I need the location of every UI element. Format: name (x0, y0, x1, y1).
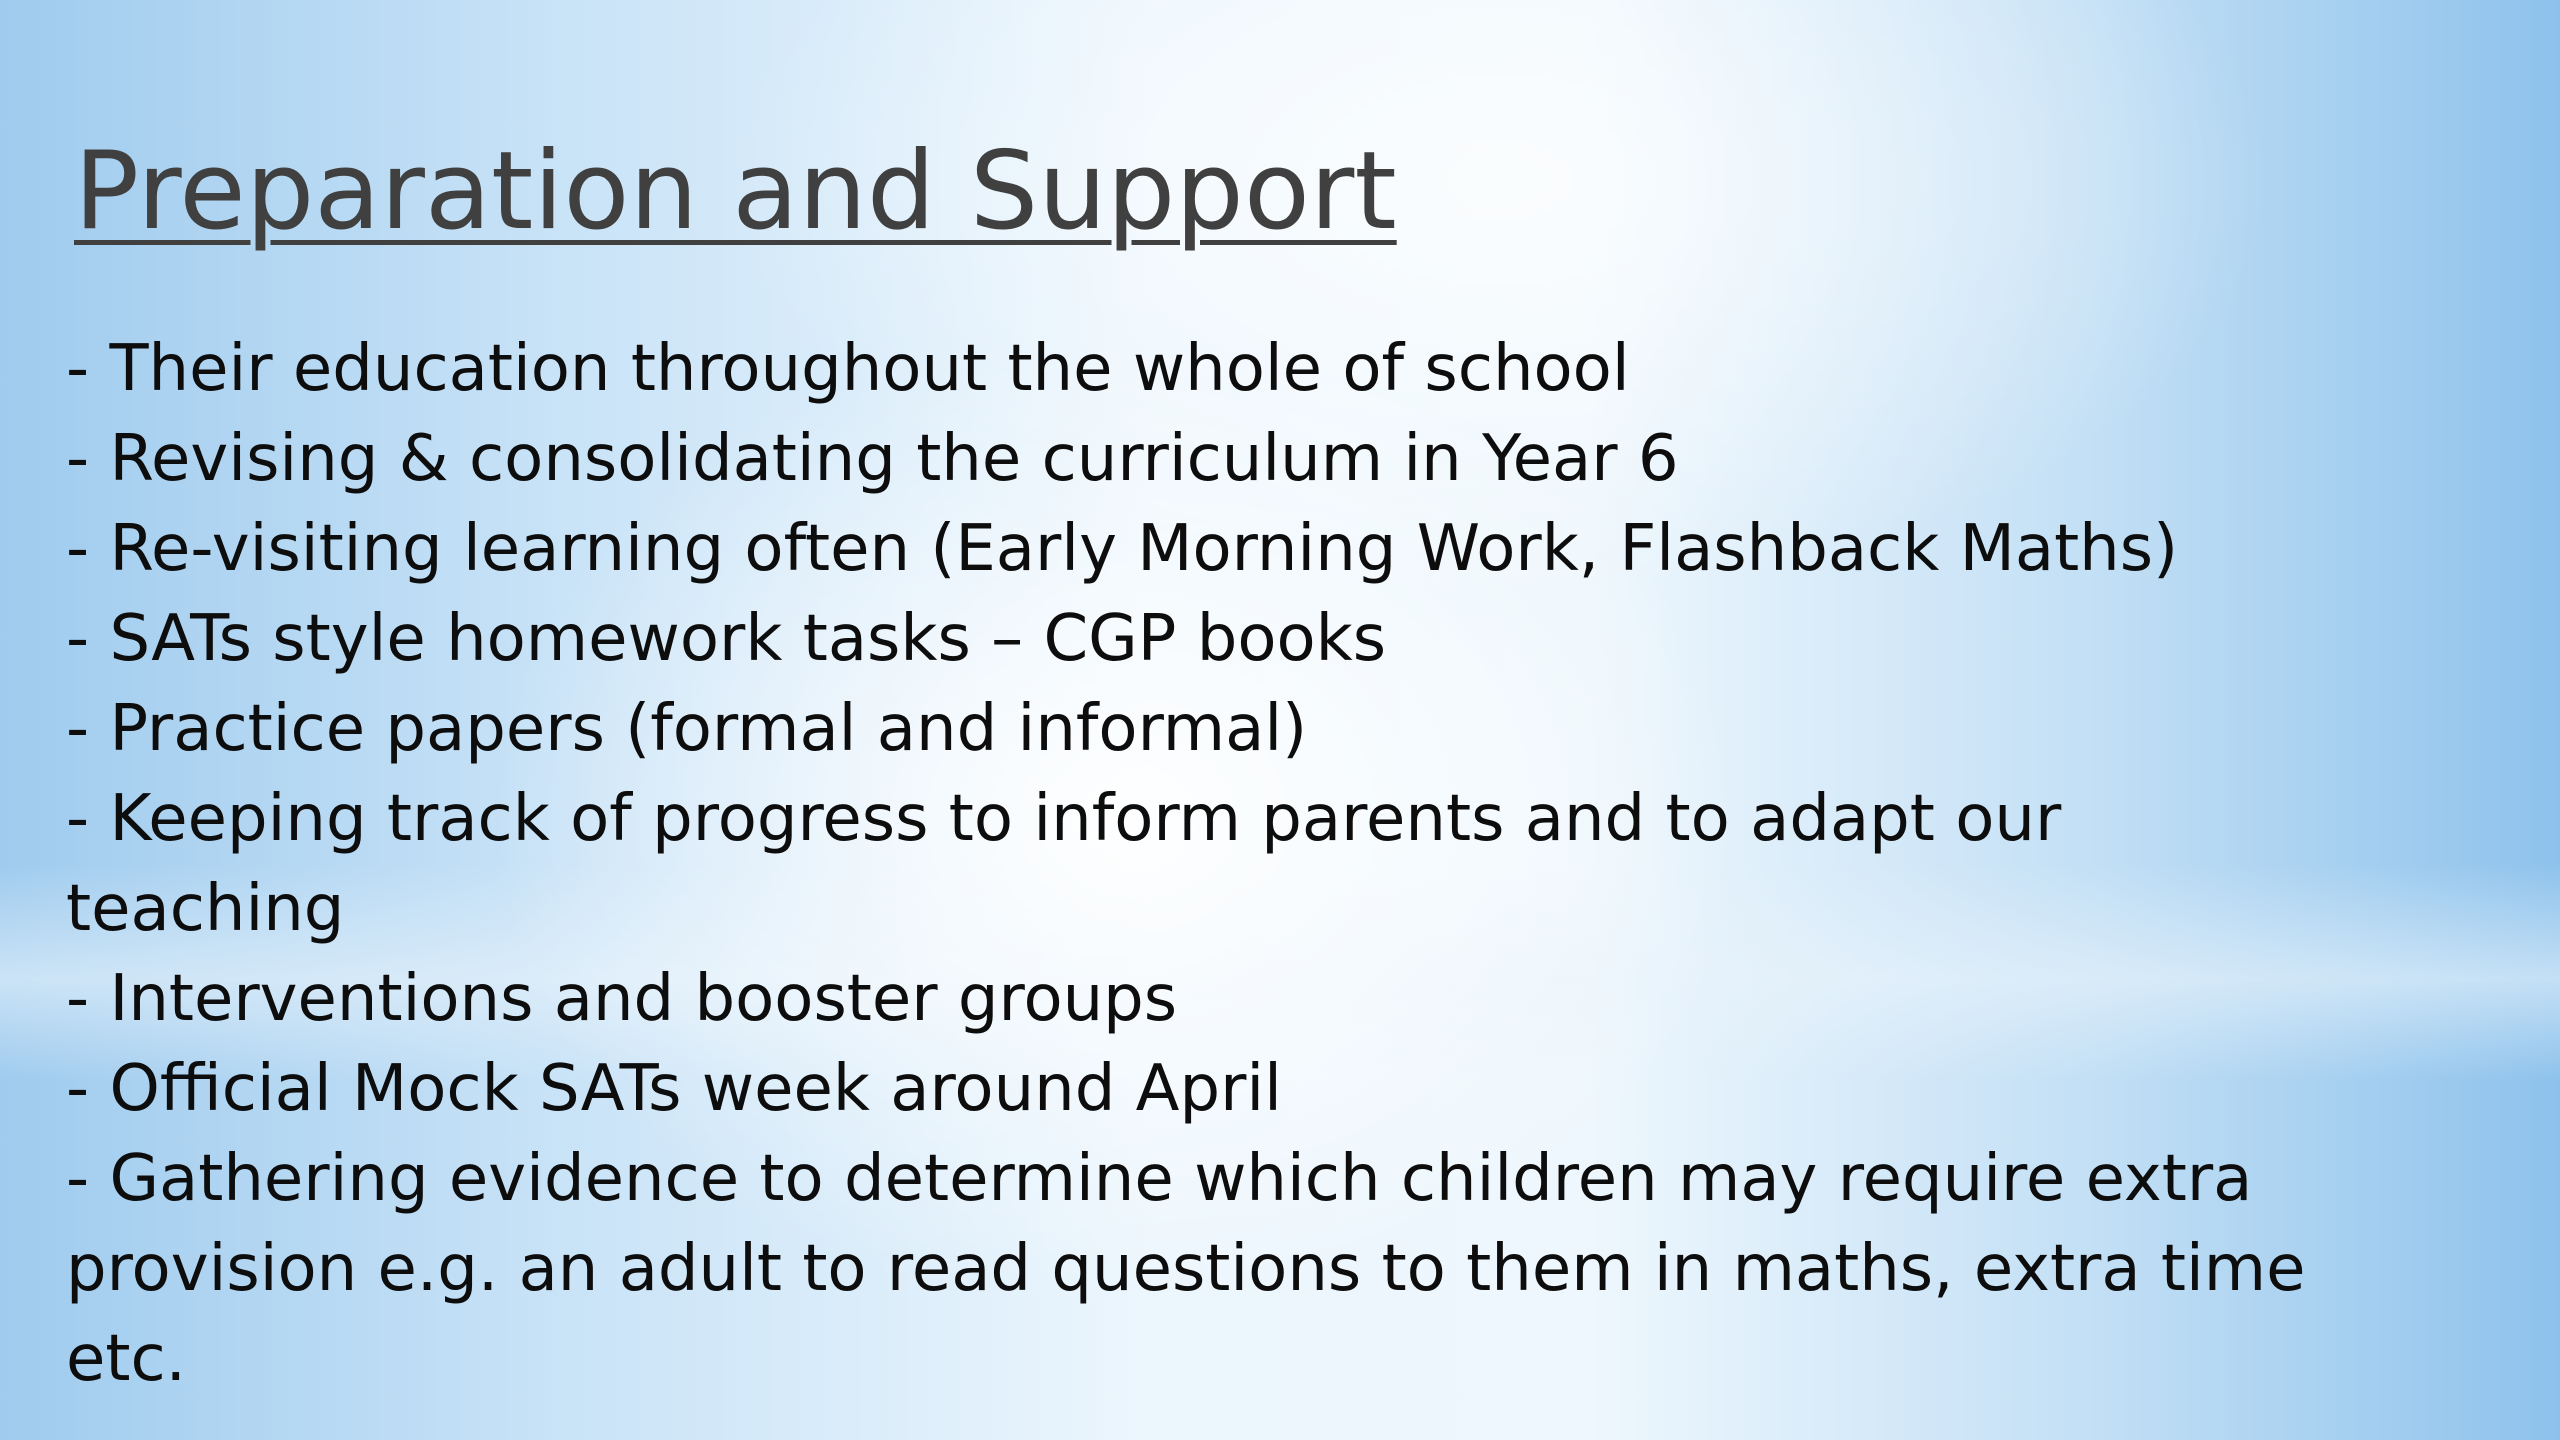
bullet-line-continuation: provision e.g. an adult to read questions to them in maths, extra time (66, 1232, 2306, 1306)
bullet-line: - Their education throughout the whole of school (66, 332, 1630, 406)
bullet-line: - Keeping track of progress to inform parents and to adapt our (66, 782, 2062, 856)
bullet-line: - Official Mock SATs week around April (66, 1052, 1282, 1126)
bullet-line: - Practice papers (formal and informal) (66, 692, 1308, 766)
bullet-line: - Revising & consolidating the curriculum in Year 6 (66, 422, 1679, 496)
bullet-line-continuation: etc. (66, 1322, 186, 1396)
bullet-list (66, 324, 2466, 1404)
slide-title: Preparation and Support (74, 129, 1397, 254)
bullet-line-continuation: teaching (66, 872, 345, 946)
bullet-line: - Re-visiting learning often (Early Morning Work, Flashback Maths) (66, 512, 2179, 586)
bullet-line: - Interventions and booster groups (66, 962, 1178, 1036)
bullet-line: - SATs style homework tasks – CGP books (66, 602, 1387, 676)
bullet-line: - Gathering evidence to determine which children may require extra (66, 1142, 2253, 1216)
